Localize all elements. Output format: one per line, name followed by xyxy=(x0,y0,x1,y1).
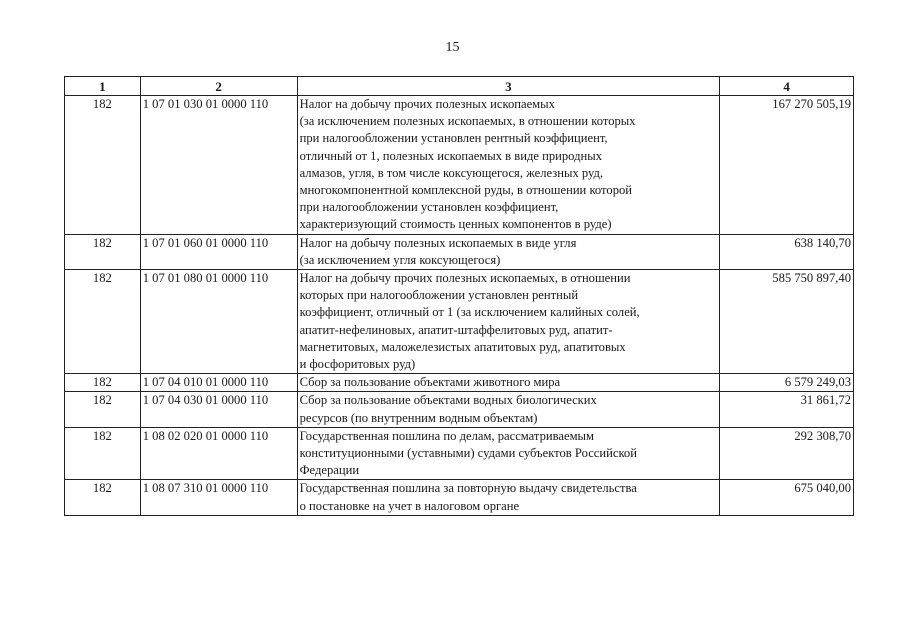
admin-code-cell: 182 xyxy=(65,392,141,427)
kbk-code-cell: 1 07 01 080 01 0000 110 xyxy=(140,270,297,374)
amount-cell: 585 750 897,40 xyxy=(720,270,854,374)
amount-cell: 6 579 249,03 xyxy=(720,374,854,392)
column-header-1: 1 xyxy=(65,77,141,96)
kbk-code-cell: 1 08 02 020 01 0000 110 xyxy=(140,427,297,480)
table-row xyxy=(65,427,854,480)
column-header-4: 4 xyxy=(720,77,854,96)
page-number: 15 xyxy=(445,40,460,55)
kbk-code-cell: 1 07 01 030 01 0000 110 xyxy=(140,96,297,235)
amount-cell: 167 270 505,19 xyxy=(720,96,854,235)
revenue-name-line: апатит-нефелиновых, апатит-штаффелитовых руд, апатит- xyxy=(299,322,613,337)
revenue-name-line: Федерации xyxy=(299,463,360,478)
amount-cell: 638 140,70 xyxy=(720,234,854,269)
table-row xyxy=(65,392,854,427)
table-header-row xyxy=(65,77,854,96)
column-header-2: 2 xyxy=(140,77,297,96)
table-row xyxy=(65,374,854,392)
revenue-name-cell xyxy=(297,270,720,374)
revenue-table xyxy=(64,76,854,516)
revenue-name-line: Сбор за пользование объектами водных биологических xyxy=(299,393,597,408)
amount-cell: 292 308,70 xyxy=(720,427,854,480)
revenue-name-line: Налог на добычу полезных ископаемых в виде угля xyxy=(299,235,577,250)
kbk-code-cell: 1 07 04 010 01 0000 110 xyxy=(140,374,297,392)
revenue-name-line: Сбор за пользование объектами животного мира xyxy=(299,375,561,390)
revenue-name-line: Государственная пошлина по делам, рассматриваемым xyxy=(299,428,594,443)
kbk-code-cell: 1 07 04 030 01 0000 110 xyxy=(140,392,297,427)
kbk-code-cell: 1 07 01 060 01 0000 110 xyxy=(140,234,297,269)
admin-code-cell: 182 xyxy=(65,480,141,515)
revenue-name-line: при налогообложении установлен коэффициент, xyxy=(299,200,559,215)
revenue-name-line: отличный от 1, полезных ископаемых в виде природных xyxy=(299,148,602,163)
table-row xyxy=(65,480,854,515)
revenue-name-line: Государственная пошлина за повторную выдачу свидетельства xyxy=(299,481,637,496)
revenue-name-line: и фосфоритовых руд) xyxy=(299,357,416,372)
admin-code-cell: 182 xyxy=(65,374,141,392)
revenue-name-line: ресурсов (по внутренним водным объектам) xyxy=(299,410,538,425)
revenue-name-cell xyxy=(297,480,720,515)
table-row xyxy=(65,96,854,235)
revenue-name-line: многокомпонентной комплексной руды, в отношении которой xyxy=(299,183,633,198)
revenue-name-line: характеризующий стоимость ценных компонентов в руде) xyxy=(299,217,612,232)
revenue-name-cell xyxy=(297,234,720,269)
admin-code-cell: 182 xyxy=(65,96,141,235)
admin-code-cell: 182 xyxy=(65,427,141,480)
revenue-name-line: при налогообложении установлен рентный коэффициент, xyxy=(299,131,608,146)
revenue-name-cell xyxy=(297,374,720,392)
revenue-name-line: алмазов, угля, в том числе коксующегося, железных руд, xyxy=(299,165,604,180)
table-row xyxy=(65,234,854,269)
column-header-3: 3 xyxy=(297,77,720,96)
revenue-name-line: которых при налогообложении установлен рентный xyxy=(299,288,579,303)
revenue-name-line: коэффициент, отличный от 1 (за исключением калийных солей, xyxy=(299,305,640,320)
revenue-name-cell xyxy=(297,392,720,427)
table-row xyxy=(65,270,854,374)
kbk-code-cell: 1 08 07 310 01 0000 110 xyxy=(140,480,297,515)
admin-code-cell: 182 xyxy=(65,270,141,374)
admin-code-cell: 182 xyxy=(65,234,141,269)
revenue-name-line: Налог на добычу прочих полезных ископаемых xyxy=(299,97,555,111)
table-body xyxy=(65,96,854,516)
revenue-name-line: конституционными (уставными) судами субъектов Российской xyxy=(299,446,637,461)
amount-cell: 675 040,00 xyxy=(720,480,854,515)
revenue-name-line: (за исключением угля коксующегося) xyxy=(299,252,501,267)
amount-cell: 31 861,72 xyxy=(720,392,854,427)
revenue-name-line: магнетитовых, маложелезистых апатитовых руд, апатитовых xyxy=(299,339,626,354)
revenue-name-line: Налог на добычу прочих полезных ископаемых, в отношении xyxy=(299,271,631,286)
revenue-name-cell xyxy=(297,427,720,480)
revenue-name-cell xyxy=(297,96,720,235)
revenue-name-line: о постановке на учет в налоговом органе xyxy=(299,498,520,513)
revenue-name-line: (за исключением полезных ископаемых, в отношении которых xyxy=(299,114,636,129)
